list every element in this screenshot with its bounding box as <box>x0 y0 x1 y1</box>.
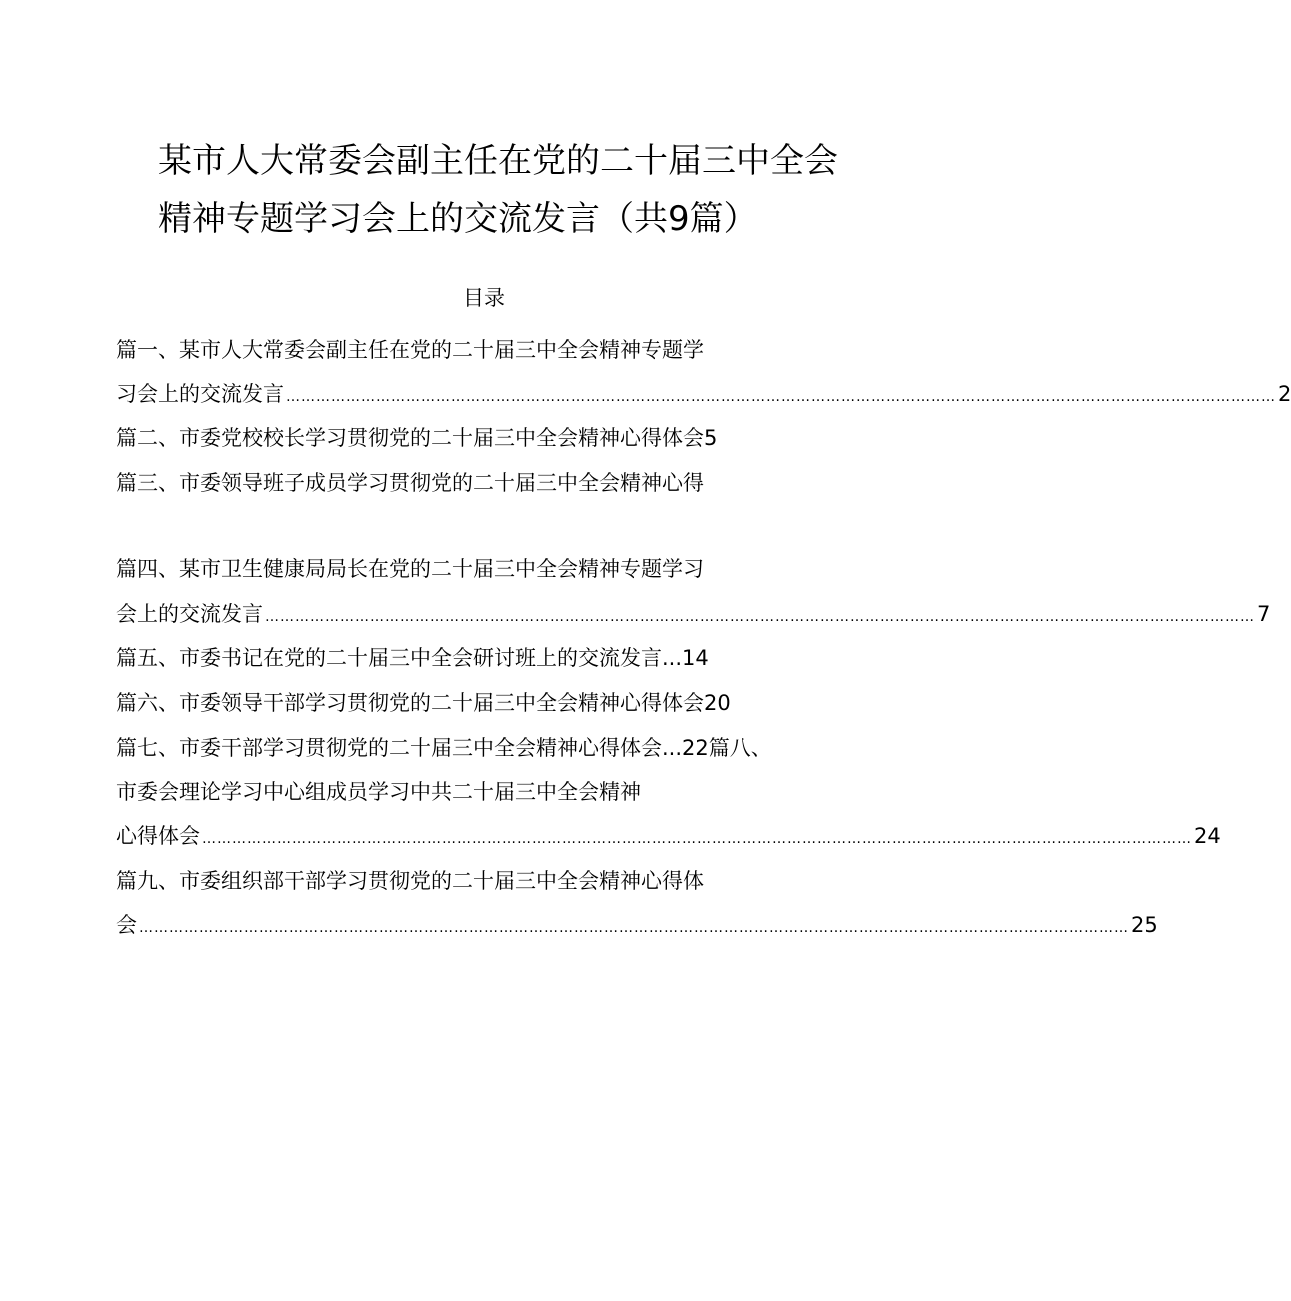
toc-entry-label: 会上的交流发言 <box>116 602 263 626</box>
toc-leader-dots: ……………………………………………………………………………………………………………………………………………………………………………… <box>265 609 1255 625</box>
toc-entry-7[interactable]: 篇七、市委干部学习贯彻党的二十届三中全会精神心得体会...22篇八、 <box>116 736 772 760</box>
toc-entry-9-line-2[interactable] <box>116 912 1158 941</box>
toc-entry-4-line-1[interactable]: 篇四、某市卫生健康局局长在党的二十届三中全会精神专题学习 <box>116 557 704 581</box>
toc-leader-dots: ……………………………………………………………………………………………………………………………………………………………………………… <box>139 920 1129 936</box>
toc-heading: 目录 <box>463 286 505 310</box>
toc-leader-dots: ……………………………………………………………………………………………………………………………………………………………………………… <box>286 389 1276 405</box>
toc-entry-5[interactable]: 篇五、市委书记在党的二十届三中全会研讨班上的交流发言...14 <box>116 646 709 670</box>
toc-entry-1-line-1[interactable]: 篇一、某市人大常委会副主任在党的二十届三中全会精神专题学 <box>116 338 704 362</box>
toc-entry-2[interactable]: 篇二、市委党校校长学习贯彻党的二十届三中全会精神心得体会5 <box>116 426 718 450</box>
toc-page-number: 2 <box>1278 382 1291 406</box>
toc-entry-4-line-2[interactable] <box>116 601 1271 630</box>
toc-entry-3[interactable]: 篇三、市委领导班子成员学习贯彻党的二十届三中全会精神心得 <box>116 471 704 495</box>
toc-entry-9-line-1[interactable]: 篇九、市委组织部干部学习贯彻党的二十届三中全会精神心得体 <box>116 869 704 893</box>
toc-page-number: 7 <box>1257 602 1271 626</box>
toc-leader-dots: ……………………………………………………………………………………………………………………………………………………………………………… <box>202 831 1192 847</box>
document-title-line-2: 精神专题学习会上的交流发言（共9篇） <box>158 199 758 239</box>
toc-entry-1-line-2[interactable] <box>116 381 1291 410</box>
toc-entry-label: 会 <box>116 913 137 937</box>
toc-entry-label: 习会上的交流发言 <box>116 382 284 406</box>
toc-entry-8-line-2[interactable] <box>116 823 1221 852</box>
toc-entry-6[interactable]: 篇六、市委领导干部学习贯彻党的二十届三中全会精神心得体会20 <box>116 691 731 715</box>
toc-page-number: 25 <box>1131 913 1158 937</box>
toc-entry-label: 心得体会 <box>116 824 200 848</box>
toc-entry-8-line-1[interactable]: 市委会理论学习中心组成员学习中共二十届三中全会精神 <box>116 780 641 804</box>
toc-page-number: 24 <box>1194 824 1221 848</box>
document-title-line-1: 某市人大常委会副主任在党的二十届三中全会 <box>158 141 838 181</box>
